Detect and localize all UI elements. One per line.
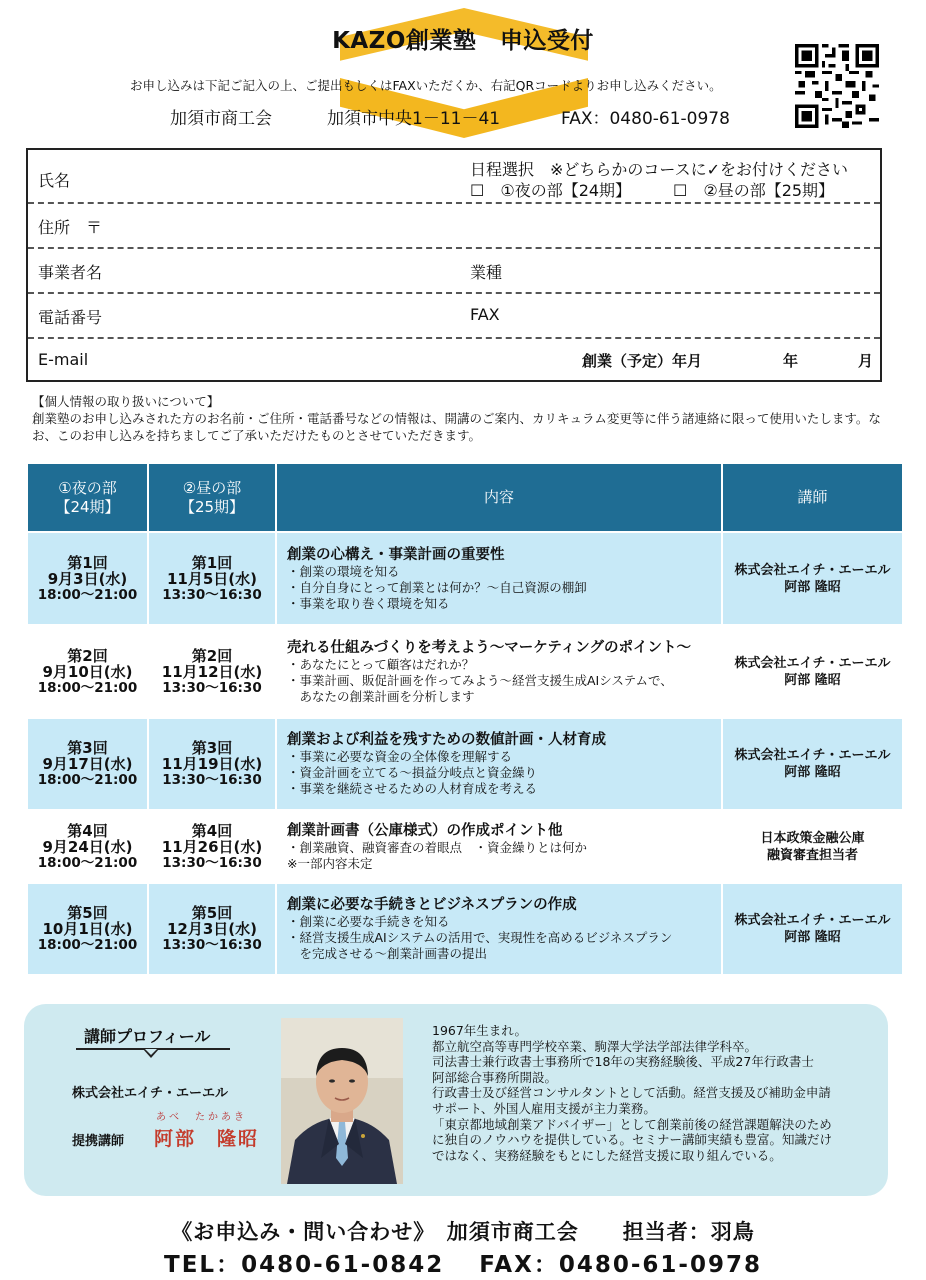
header-content: 内容 — [276, 463, 722, 532]
session-lecturer: 日本政策金融公庫 融資審査担当者 — [722, 810, 903, 883]
session-lecturer: 株式会社エイチ・エーエル 阿部 隆昭 — [722, 532, 903, 625]
session-content: 売れる仕組みづくりを考えよう～マーケティングのポイント～ ・あなたにとって顧客はだれか？ ・事業計画、販促計画を作ってみよう～経営支援生成AIシステムで、 あなたの創業計画を分析します — [276, 625, 722, 718]
table-row — [27, 810, 903, 883]
name-label: 氏名 — [38, 171, 71, 190]
qr-code-icon[interactable] — [795, 44, 879, 128]
lecturer-photo — [281, 1018, 403, 1184]
day-session: 第4回 11月26日(水) 13:30～16:30 — [148, 810, 276, 883]
table-row — [27, 883, 903, 975]
session-content: 創業の心構え・事業計画の重要性 ・創業の環境を知る ・自分自身にとって創業とは何か？～自己資源の棚卸 ・事業を取り巻く環境を知る — [276, 532, 722, 625]
schedule-select-title: 日程選択 ※どちらかのコースに✓をお付けください — [470, 160, 849, 179]
table-row — [27, 532, 903, 625]
form-row-business[interactable] — [28, 247, 880, 294]
form-row-email[interactable] — [28, 337, 880, 380]
session-lecturer: 株式会社エイチ・エーエル 阿部 隆昭 — [722, 625, 903, 718]
header-address: 加須市中央1－11－41 — [327, 109, 501, 129]
session-lecturer: 株式会社エイチ・エーエル 阿部 隆昭 — [722, 718, 903, 810]
intro-text: お申し込みは下記ご記入の上、ご提出もしくはFAXいただくか、右記QRコードよりお申し込みください。 — [130, 78, 722, 93]
year-label: 年 — [783, 352, 799, 370]
email-label: E-mail — [38, 350, 89, 369]
header-fax: FAX：0480-61-0978 — [561, 109, 730, 129]
profile-role: 提携講師 — [72, 1134, 125, 1149]
night-session: 第3回 9月17日(水) 18:00～21:00 — [27, 718, 148, 810]
form-row-phone[interactable] — [28, 292, 880, 339]
header-lecturer: 講師 — [722, 463, 903, 532]
profile-company: 株式会社エイチ・エーエル — [72, 1086, 229, 1101]
day-session: 第1回 11月5日(水) 13:30～16:30 — [148, 532, 276, 625]
profile-name: 阿部 隆昭 — [154, 1128, 260, 1150]
day-session: 第2回 11月12日(水) 13:30～16:30 — [148, 625, 276, 718]
session-content: 創業および利益を残すための数値計画・人材育成 ・事業に必要な資金の全体像を理解する ・資金計画を立てる～損益分岐点と資金繰り ・事業を継続させるための人材育成を考える — [276, 718, 722, 810]
session-lecturer: 株式会社エイチ・エーエル 阿部 隆昭 — [722, 883, 903, 975]
checkbox-day-course[interactable]: ☐ ②昼の部【25期】 — [673, 181, 835, 200]
form-row-address[interactable] — [28, 202, 880, 249]
phone-label: 電話番号 — [38, 308, 103, 327]
night-session: 第5回 10月1日(水) 18:00～21:00 — [27, 883, 148, 975]
profile-bio: 1967年生まれ。 都立航空高等専門学校卒業、駒澤大学法学部法律学科卒。 司法書士兼行政書士事務所で18年の実務経験後、平成27年行政書士 阿部総合事務所開設。 行政書士及び経営コンサルタントとして活動。経営支援及び補助金申請 サポート、外国人雇用支援が主力業務。 「東京都地域創業アドバイザー」として創業前後の経営課題解決のため に独自のノウハウを提供している。セミナー講師実績も豊富。知識だけ ではなく、実務経験をもとにした経営支援に取り組んでいる。 — [432, 1023, 833, 1163]
table-row — [27, 718, 903, 810]
checkbox-night-course[interactable]: ☐ ①夜の部【24期】 — [470, 181, 632, 200]
industry-label: 業種 — [470, 263, 503, 282]
startup-date-label: 創業（予定）年月 — [582, 352, 703, 370]
month-label: 月 — [858, 352, 874, 370]
schedule-table — [26, 462, 904, 976]
profile-pointer-inner — [145, 1049, 157, 1055]
night-session: 第2回 9月10日(水) 18:00～21:00 — [27, 625, 148, 718]
header-org: 加須市商工会 — [170, 109, 272, 129]
contact-heading: 《お申込み・問い合わせ》 加須市商工会 担当者：羽鳥 — [171, 1220, 755, 1244]
fax-label: FAX — [470, 305, 500, 324]
page-title: KAZO創業塾 申込受付 — [332, 28, 594, 54]
privacy-heading: 【個人情報の取り扱いについて】 — [32, 394, 220, 409]
contact-phone-fax: TEL：0480-61-0842 FAX：0480-61-0978 — [164, 1252, 762, 1278]
address-label: 住所 〒 — [38, 218, 103, 237]
night-session: 第1回 9月3日(水) 18:00～21:00 — [27, 532, 148, 625]
business-name-label: 事業者名 — [38, 263, 103, 282]
table-header-row — [27, 463, 903, 532]
session-content: 創業に必要な手続きとビジネスプランの作成 ・創業に必要な手続きを知る ・経営支援生成AIシステムの活用で、実現性を高めるビジネスプラン を完成させる～創業計画書の提出 — [276, 883, 722, 975]
header-day: ②昼の部 【25期】 — [148, 463, 276, 532]
profile-heading: 講師プロフィール — [84, 1027, 211, 1046]
privacy-notice — [32, 393, 892, 444]
privacy-text: 創業塾のお申し込みされた方のお名前・ご住所・電話番号などの情報は、開講のご案内、カリキュラム変更等に伴う諸連絡に限って使用いたします。なお、このお申し込みを持ちましてご了承いただけたものとさせていただきます。 — [32, 411, 881, 443]
profile-name-ruby: あべ たかあき — [156, 1112, 247, 1123]
night-session: 第4回 9月24日(水) 18:00～21:00 — [27, 810, 148, 883]
table-row — [27, 625, 903, 718]
session-content: 創業計画書（公庫様式）の作成ポイント他 ・創業融資、融資審査の着眼点 ・資金繰りとは何か ※一部内容未定 — [276, 810, 722, 883]
form-row-name — [28, 150, 880, 204]
day-session: 第3回 11月19日(水) 13:30～16:30 — [148, 718, 276, 810]
application-form — [26, 148, 882, 382]
day-session: 第5回 12月3日(水) 13:30～16:30 — [148, 883, 276, 975]
header-night: ①夜の部 【24期】 — [27, 463, 148, 532]
